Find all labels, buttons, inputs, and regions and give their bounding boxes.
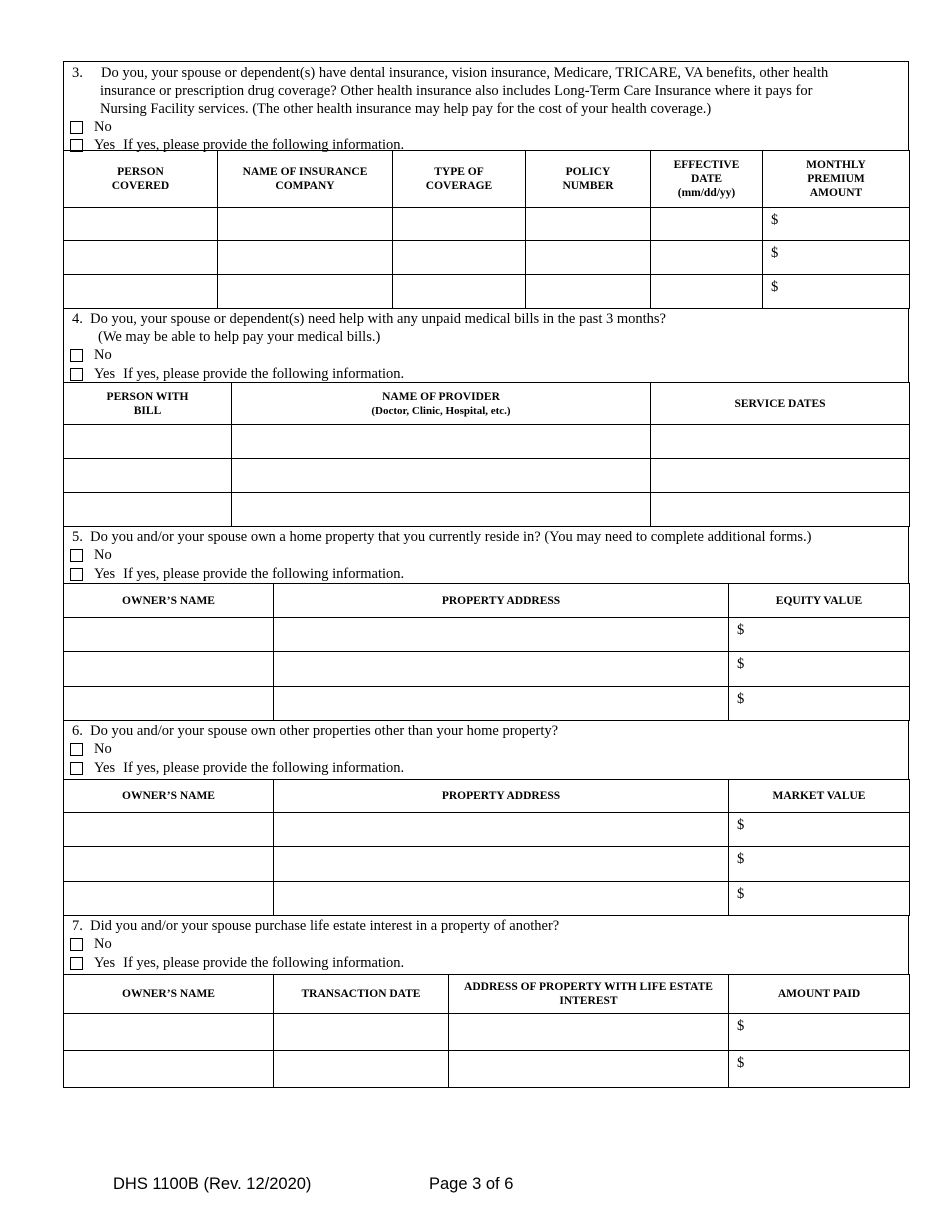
table-cell[interactable]	[232, 459, 651, 493]
currency-symbol: $	[737, 886, 745, 902]
no-label: No	[94, 936, 112, 952]
table-cell[interactable]	[218, 241, 393, 275]
currency-symbol: $	[737, 656, 745, 672]
column-header: MARKET VALUE	[729, 780, 910, 813]
table-cell[interactable]	[64, 847, 274, 882]
yes-instruction: If yes, please provide the following information.	[123, 137, 405, 153]
premium-cell[interactable]	[763, 241, 910, 275]
insurance-table	[63, 150, 910, 309]
table-row	[64, 459, 910, 493]
table-cell[interactable]	[274, 882, 729, 916]
table-row	[64, 1014, 910, 1051]
life-estate-table	[63, 974, 910, 1088]
home-property-table	[63, 583, 910, 721]
column-header: EFFECTIVE DATE (mm/dd/yy)	[651, 151, 763, 208]
value-cell[interactable]	[729, 618, 910, 652]
table-cell[interactable]	[64, 1014, 274, 1051]
table-cell[interactable]	[526, 241, 651, 275]
yes-label: Yes	[94, 366, 116, 382]
column-header: OWNER’S NAME	[64, 975, 274, 1014]
question-4-text	[64, 308, 908, 346]
value-cell[interactable]	[729, 687, 910, 721]
table-cell[interactable]	[274, 1051, 449, 1088]
currency-symbol: $	[737, 851, 745, 867]
option-no	[64, 935, 908, 954]
no-checkbox[interactable]	[70, 938, 83, 951]
column-header: PERSON COVERED	[64, 151, 218, 208]
yes-checkbox[interactable]	[70, 762, 83, 775]
table-row	[64, 425, 910, 459]
value-cell[interactable]	[729, 652, 910, 687]
table-cell[interactable]	[651, 241, 763, 275]
table-cell[interactable]	[449, 1014, 729, 1051]
table-cell[interactable]	[274, 847, 729, 882]
other-property-table	[63, 779, 910, 916]
table-cell[interactable]	[274, 618, 729, 652]
table-row	[64, 882, 910, 916]
table-row	[64, 493, 910, 527]
table-header-row	[64, 780, 910, 813]
no-label: No	[94, 741, 112, 757]
question-line: (We may be able to help pay your medical bills.)	[98, 329, 381, 345]
table-header-row	[64, 584, 910, 618]
table-row	[64, 652, 910, 687]
table-cell[interactable]	[651, 425, 910, 459]
table-cell[interactable]	[218, 275, 393, 309]
table-cell[interactable]	[64, 208, 218, 241]
table-cell[interactable]	[232, 425, 651, 459]
table-row	[64, 275, 910, 309]
column-header: MONTHLY PREMIUM AMOUNT	[763, 151, 910, 208]
currency-symbol: $	[737, 691, 745, 707]
column-header: PROPERTY ADDRESS	[274, 584, 729, 618]
table-cell[interactable]	[393, 275, 526, 309]
question-5-block	[63, 526, 909, 584]
yes-checkbox[interactable]	[70, 957, 83, 970]
form-id: DHS 1100B (Rev. 12/2020)	[113, 1175, 312, 1193]
premium-cell[interactable]	[763, 275, 910, 309]
table-cell[interactable]	[64, 425, 232, 459]
yes-label: Yes	[94, 137, 116, 153]
table-cell[interactable]	[651, 208, 763, 241]
table-cell[interactable]	[232, 493, 651, 527]
question-line: Do you and/or your spouse own other properties other than your home property?	[90, 723, 559, 739]
table-cell[interactable]	[64, 652, 274, 687]
table-cell[interactable]	[274, 1014, 449, 1051]
table-cell[interactable]	[64, 275, 218, 309]
question-3-block	[63, 61, 909, 151]
table-cell[interactable]	[64, 493, 232, 527]
table-row	[64, 847, 910, 882]
amount-cell[interactable]	[729, 1051, 910, 1088]
table-row	[64, 687, 910, 721]
yes-checkbox[interactable]	[70, 568, 83, 581]
table-cell[interactable]	[526, 275, 651, 309]
table-header-row	[64, 383, 910, 425]
question-number: 3.	[72, 65, 83, 81]
no-label: No	[94, 347, 112, 363]
table-cell[interactable]	[274, 813, 729, 847]
table-cell[interactable]	[393, 208, 526, 241]
amount-cell[interactable]	[729, 1014, 910, 1051]
question-5-text	[64, 526, 908, 546]
column-header: EQUITY VALUE	[729, 584, 910, 618]
medical-bills-table	[63, 382, 910, 527]
table-row	[64, 813, 910, 847]
table-row	[64, 208, 910, 241]
option-yes	[64, 759, 908, 778]
table-cell[interactable]	[64, 882, 274, 916]
no-checkbox[interactable]	[70, 349, 83, 362]
yes-instruction: If yes, please provide the following information.	[123, 566, 405, 582]
table-cell[interactable]	[218, 208, 393, 241]
option-no	[64, 546, 908, 565]
table-cell[interactable]	[64, 618, 274, 652]
table-header-row	[64, 975, 910, 1014]
table-cell[interactable]	[651, 493, 910, 527]
question-number: 6.	[72, 723, 83, 739]
question-7-block	[63, 915, 909, 975]
column-header: PROPERTY ADDRESS	[274, 780, 729, 813]
column-header: TRANSACTION DATE	[274, 975, 449, 1014]
yes-label: Yes	[94, 955, 116, 971]
option-no	[64, 118, 908, 137]
option-no	[64, 740, 908, 759]
no-label: No	[94, 547, 112, 563]
table-cell[interactable]	[274, 687, 729, 721]
currency-symbol: $	[737, 1055, 745, 1071]
question-line: Did you and/or your spouse purchase life estate interest in a property of another?	[90, 918, 560, 934]
column-header: AMOUNT PAID	[729, 975, 910, 1014]
currency-symbol: $	[737, 622, 745, 638]
table-cell[interactable]	[64, 459, 232, 493]
question-6-block	[63, 720, 909, 780]
premium-cell[interactable]	[763, 208, 910, 241]
table-cell[interactable]	[651, 275, 763, 309]
table-cell[interactable]	[393, 241, 526, 275]
no-checkbox[interactable]	[70, 743, 83, 756]
table-cell[interactable]	[64, 813, 274, 847]
table-header-row	[64, 151, 910, 208]
column-header: OWNER’S NAME	[64, 780, 274, 813]
question-line: Do you, your spouse or dependent(s) have dental insurance, vision insurance, Medicare, TRICARE, VA benefits, other health	[101, 65, 829, 81]
column-header: POLICY NUMBER	[526, 151, 651, 208]
question-4-block	[63, 308, 909, 383]
yes-instruction: If yes, please provide the following information.	[123, 955, 405, 971]
column-header: NAME OF PROVIDER (Doctor, Clinic, Hospital, etc.)	[232, 383, 651, 425]
column-header: TYPE OF COVERAGE	[393, 151, 526, 208]
table-cell[interactable]	[64, 241, 218, 275]
column-header: OWNER’S NAME	[64, 584, 274, 618]
table-cell[interactable]	[274, 652, 729, 687]
column-header: ADDRESS OF PROPERTY WITH LIFE ESTATE INTEREST	[449, 975, 729, 1014]
column-header: NAME OF INSURANCE COMPANY	[218, 151, 393, 208]
no-checkbox[interactable]	[70, 549, 83, 562]
table-row	[64, 1051, 910, 1088]
yes-instruction: If yes, please provide the following information.	[123, 366, 405, 382]
yes-label: Yes	[94, 566, 116, 582]
question-7-text	[64, 915, 908, 935]
question-line: insurance or prescription drug coverage? Other health insurance also includes Long-Term Care Insurance where it pays for	[100, 83, 813, 99]
table-cell[interactable]	[64, 687, 274, 721]
question-number: 4.	[72, 311, 83, 327]
question-number: 5.	[72, 529, 83, 545]
currency-symbol: $	[771, 245, 779, 261]
option-no	[64, 346, 908, 365]
question-3-text	[64, 62, 908, 118]
table-cell[interactable]	[449, 1051, 729, 1088]
option-yes	[64, 954, 908, 973]
table-cell[interactable]	[526, 208, 651, 241]
question-number: 7.	[72, 918, 83, 934]
no-checkbox[interactable]	[70, 121, 83, 134]
question-line: Do you and/or your spouse own a home property that you currently reside in? (You may need to complete additional forms.)	[90, 529, 812, 545]
yes-checkbox[interactable]	[70, 368, 83, 381]
question-line: Do you, your spouse or dependent(s) need help with any unpaid medical bills in the past 3 months?	[90, 311, 666, 327]
yes-instruction: If yes, please provide the following information.	[123, 760, 405, 776]
table-cell[interactable]	[64, 1051, 274, 1088]
no-label: No	[94, 119, 112, 135]
currency-symbol: $	[737, 817, 745, 833]
table-cell[interactable]	[651, 459, 910, 493]
value-cell[interactable]	[729, 813, 910, 847]
value-cell[interactable]	[729, 882, 910, 916]
question-line: Nursing Facility services. (The other health insurance may help pay for the cost of your health coverage.)	[100, 101, 712, 117]
yes-label: Yes	[94, 760, 116, 776]
table-row	[64, 618, 910, 652]
table-row	[64, 241, 910, 275]
value-cell[interactable]	[729, 847, 910, 882]
page-number: Page 3 of 6	[429, 1175, 514, 1193]
currency-symbol: $	[771, 279, 779, 295]
currency-symbol: $	[771, 212, 779, 228]
column-header: SERVICE DATES	[651, 383, 910, 425]
currency-symbol: $	[737, 1018, 745, 1034]
column-header: PERSON WITH BILL	[64, 383, 232, 425]
question-6-text	[64, 720, 908, 740]
option-yes	[64, 565, 908, 584]
